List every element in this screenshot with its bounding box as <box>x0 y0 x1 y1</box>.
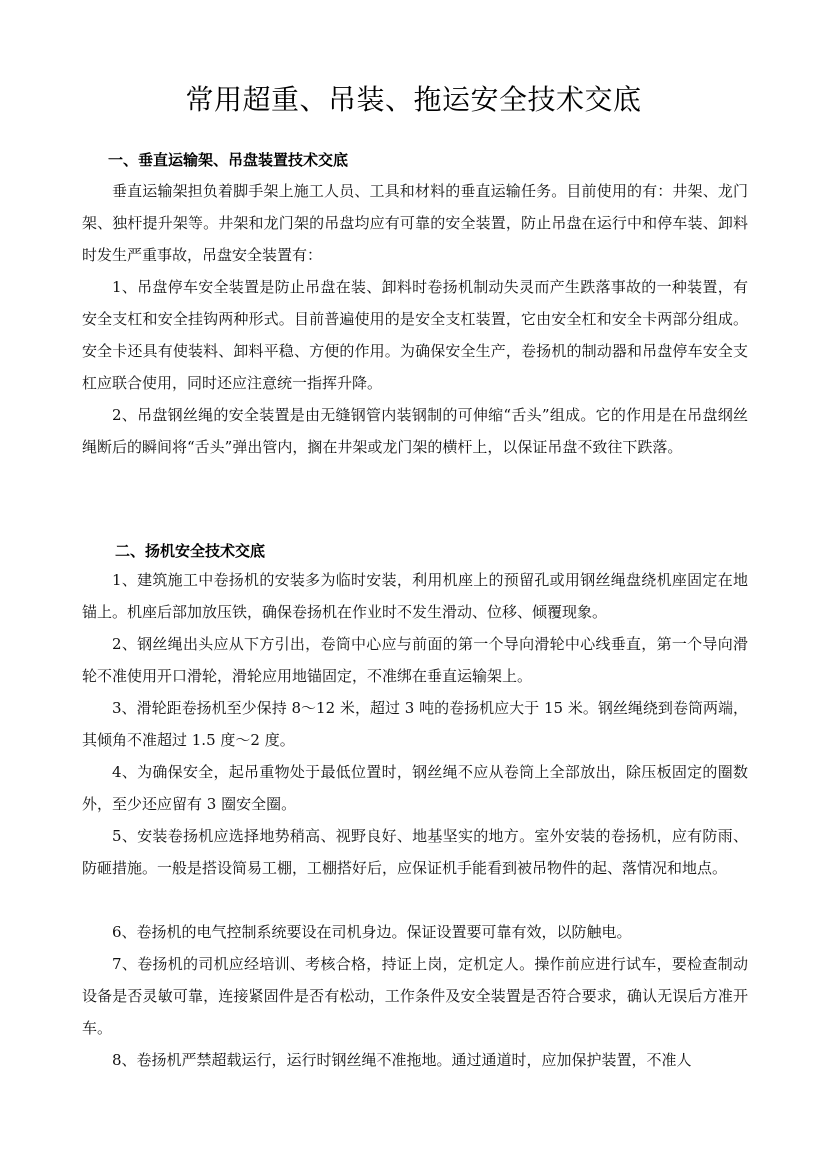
section-2-paragraph-item-1: 1、建筑施工中卷扬机的安装多为临时安装，利用机座上的预留孔或用钢丝绳盘绕机座固定在地锚上。机座后部加放压铁，确保卷扬机在作业时不发生滑动、位移、倾覆现象。 <box>82 571 748 621</box>
document-title: 常用超重、吊装、拖运安全技术交底 <box>185 83 642 116</box>
section-2-paragraph-item-6: 6、卷扬机的电气控制系统要设在司机身边。保证设置要可靠有效，以防触电。 <box>112 923 632 941</box>
section-heading-1: 一、垂直运输架、吊盘装置技术交底 <box>108 151 349 169</box>
section-2-paragraph-item-4: 4、为确保安全，起吊重物处于最低位置时，钢丝绳不应从卷筒上全部放出，除压板固定的圈数外，至少还应留有 3 圈安全圈。 <box>82 763 748 813</box>
section-2-paragraph-item-3: 3、滑轮距卷扬机至少保持 8～12 米，超过 3 吨的卷扬机应大于 15 米。钢丝绳绕到卷筒两端，其倾角不准超过 1.5 度～2 度。 <box>82 699 748 749</box>
section-2-paragraph-item-5: 5、安装卷扬机应选择地势稍高、视野良好、地基坚实的地方。室外安装的卷扬机，应有防雨、防砸措施。一般是搭设简易工棚，工棚搭好后，应保证机手能看到被吊物件的起、落情况和地点。 <box>82 827 748 877</box>
section-heading-2: 二、扬机安全技术交底 <box>115 542 266 560</box>
section-1-paragraph-item-1: 1、吊盘停车安全装置是防止吊盘在装、卸料时卷扬机制动失灵而产生跌落事故的一种装置，有安全支杠和安全挂钩两种形式。目前普遍使用的是安全支杠装置，它由安全杠和安全卡两部分组成。安全卡还具有使装料、卸料平稳、方便的作用。为确保安全生产，卷扬机的制动器和吊盘停车安全支杠应联合使用，同时还应注意统一指挥升降。 <box>82 278 748 392</box>
section-2-paragraph-item-8: 8、卷扬机严禁超载运行，运行时钢丝绳不准拖地。通过通道时，应加保护装置，不准人 <box>112 1051 692 1069</box>
section-1-paragraph-intro: 垂直运输架担负着脚手架上施工人员、工具和材料的垂直运输任务。目前使用的有：井架、龙门架、独杆提升架等。井架和龙门架的吊盘均应有可靠的安全装置，防止吊盘在运行中和停车装、卸料时发生严重事故，吊盘安全装置有： <box>82 182 748 264</box>
section-1-paragraph-item-2: 2、吊盘钢丝绳的安全装置是由无缝钢管内装钢制的可伸缩“舌头”组成。它的作用是在吊盘纲丝绳断后的瞬间将“舌头”弹出管内，搁在井架或龙门架的横杆上，以保证吊盘不致往下跌落。 <box>82 406 748 456</box>
section-2-paragraph-item-7: 7、卷扬机的司机应经培训、考核合格，持证上岗，定机定人。操作前应进行试车，要检查制动设备是否灵敏可靠，连接紧固件是否有松动，工作条件及安全装置是否符合要求，确认无误后方准开车。 <box>82 955 748 1037</box>
section-2-paragraph-item-2: 2、钢丝绳出头应从下方引出，卷筒中心应与前面的第一个导向滑轮中心线垂直，第一个导向滑轮不准使用开口滑轮，滑轮应用地锚固定，不准绑在垂直运输架上。 <box>82 635 748 685</box>
